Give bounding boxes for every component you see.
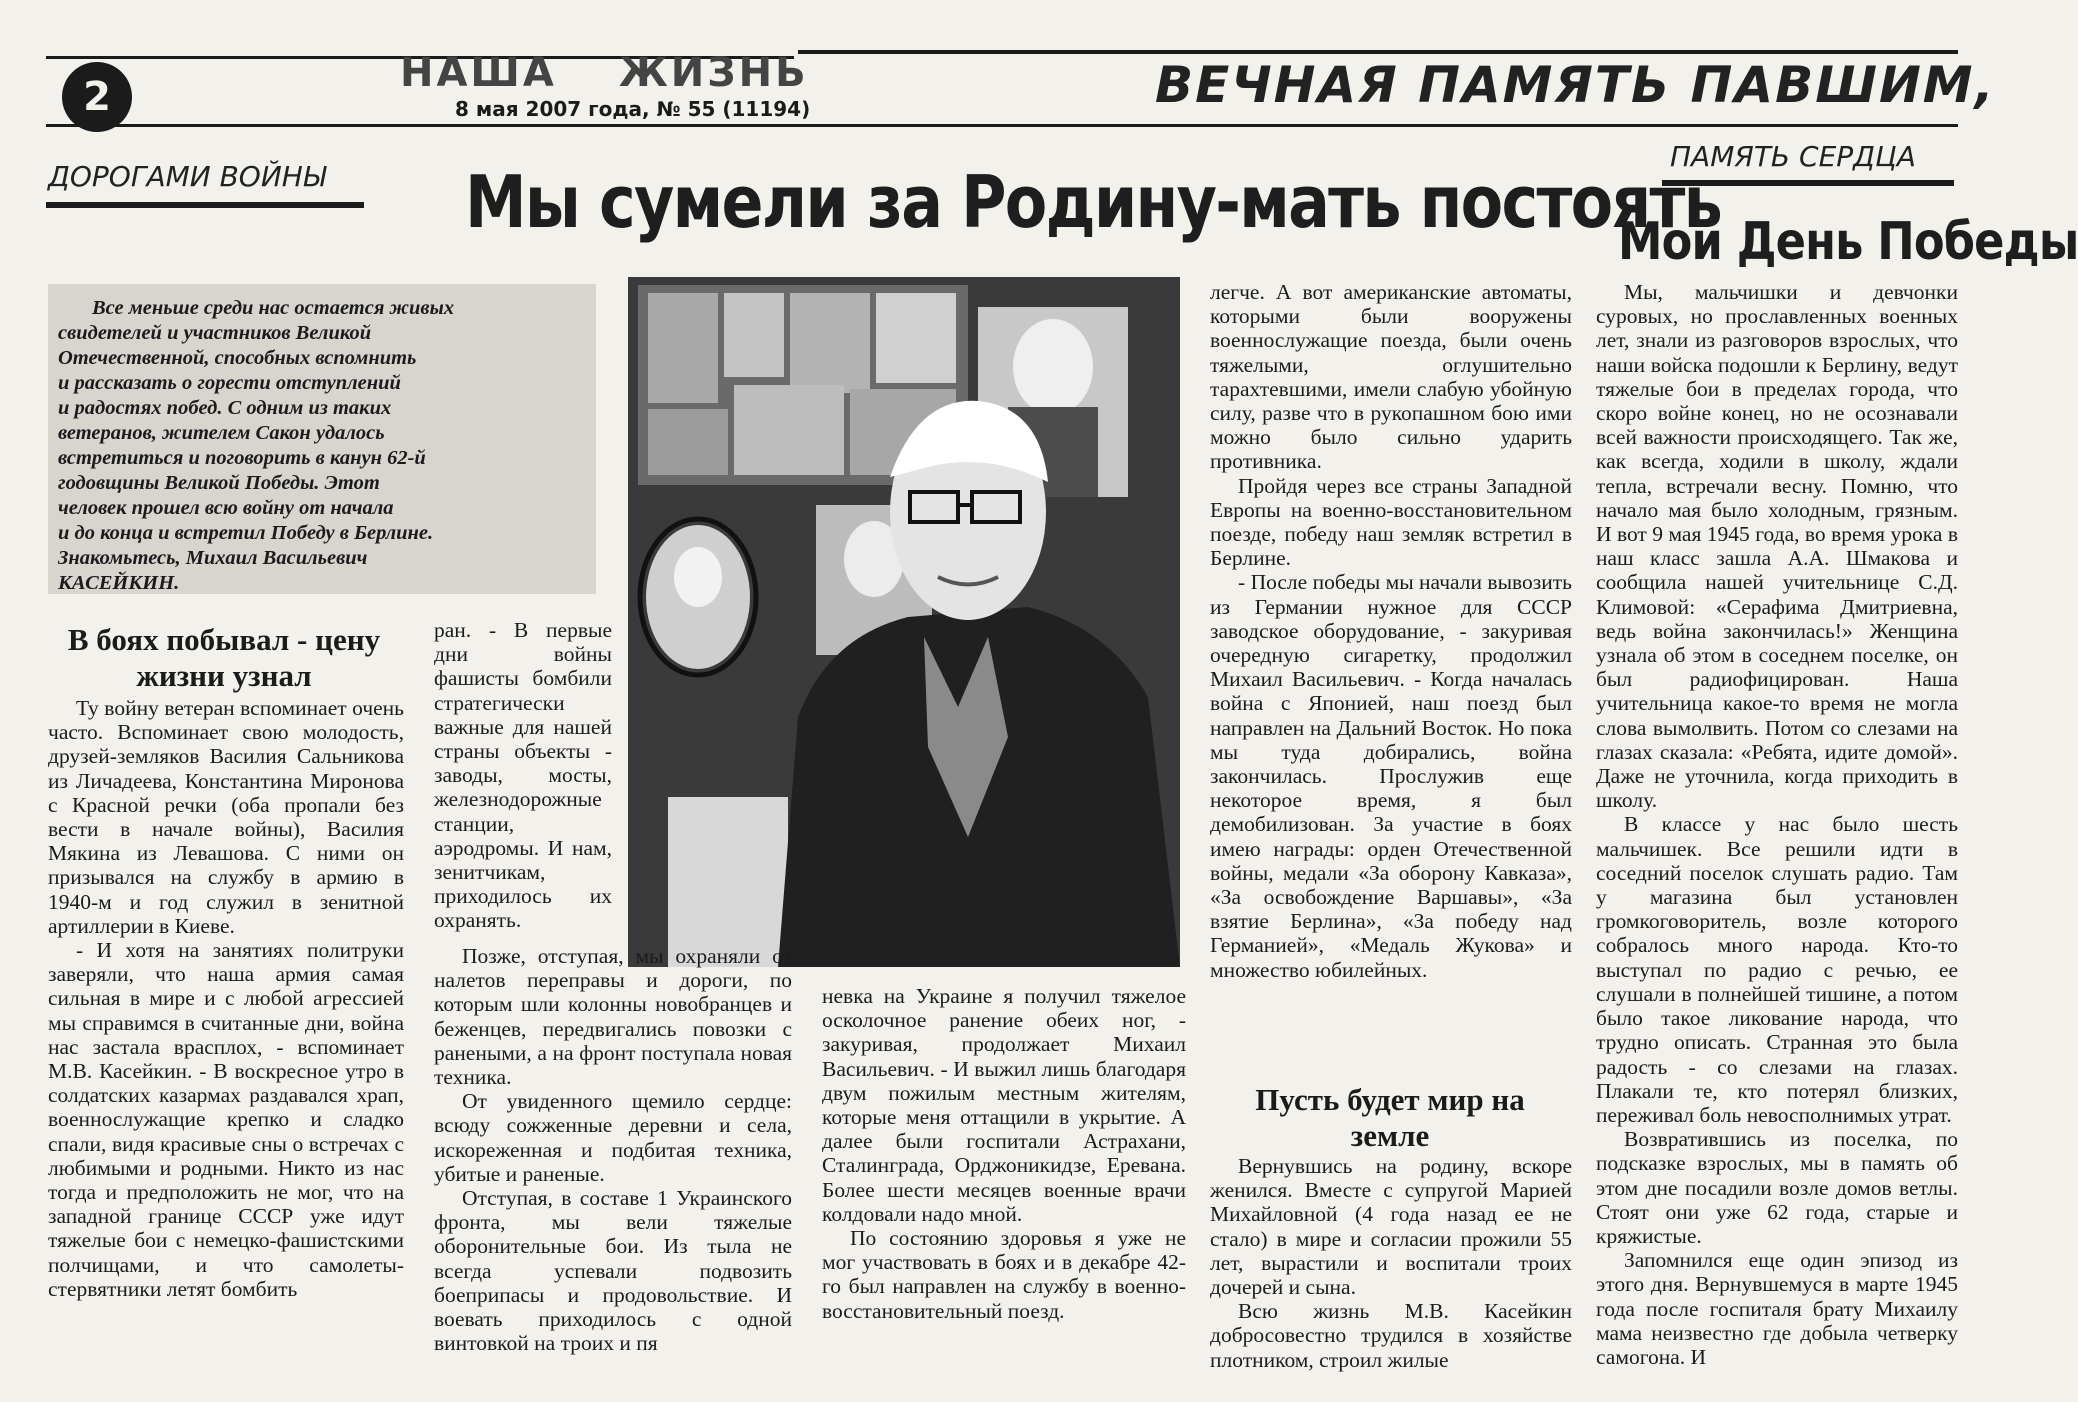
- paragraph: По состоянию здоровья я уже не мог участвовать в боях и в декабре 42-го был направлен на службу в военно-восстановительный поезд.: [822, 1226, 1186, 1323]
- paragraph: ран. - В первые дни войны фашисты бомбили стратегически важные для нашей страны объекты - заводы, мосты, железнодорожные станции, аэродромы. И нам, зенитчикам, приходилось их охранять.: [434, 618, 612, 933]
- column-2: [434, 618, 612, 933]
- paragraph: Запомнился еще один эпизод из этого дня. Вернувшемуся в марте 1945 года после госпиталя брату Михаилу мама неизвестно где добыла четверку самогона. И: [1596, 1248, 1958, 1369]
- veteran-photo-illustration: [628, 277, 1180, 967]
- page-banner: ВЕЧНАЯ ПАМЯТЬ ПАВШИМ,: [1155, 56, 1996, 114]
- paragraph: Ту войну ветеран вспоминает очень часто. Вспоминает свою молодость, друзей-земляков Василия Сальникова из Личадеева, Константина Миронова с Красной речки (оба пропали без вести в начале войны), Василия Мякина из Левашова. С ними он призывался на службу в армию в 1940-м и год служил в зенитной артиллерии в Киеве.: [48, 696, 404, 938]
- newspaper-masthead: [400, 50, 871, 96]
- column-3: [822, 984, 1186, 1323]
- intro-line: встретиться и поговорить в канун 62-й: [58, 447, 426, 469]
- paragraph: - И хотя на занятиях политруки заверяли, что наша армия самая сильная в мире и с любой агрессией мы справимся в считанные дни, война нас застала врасплох, - вспоминает М.В. Касейкин. - В воскресное утро в солдатских казармах раздавался храп, военнослужащие крепко и сладко спали, видя красивые сны о встречах с любимыми и родными. Никто из нас тогда и предположить не мог, что на западной границе СССР уже идут тяжелые бои с немецко-фашистскими полчищами, и что самолеты-стервятники летят бомбить: [48, 938, 404, 1301]
- masthead-word-left: НАША: [400, 50, 557, 96]
- issue-line: 8 мая 2007 года, № 55 (11194): [455, 97, 811, 121]
- main-rubric-underline: [46, 202, 364, 208]
- paragraph: В классе у нас было шесть мальчишек. Все решили идти в соседний поселок слушать радио. Там у магазина был установлен громкоговоритель, возле которого собралось много народа. Кто-то выступал по радио с речью, ее слушали в полнейшей тишине, а потом было такое ликование народа, что трудно описать. Странная это была радость - со слезами на глазах. Плакали те, кто потерял близких, переживал боль невосполнимых утрат.: [1596, 812, 1958, 1127]
- intro-line: и рассказать о горести отступлений: [58, 372, 401, 394]
- side-headline: Мой День Победы: [1618, 212, 2078, 272]
- paragraph: Пройдя через все страны Западной Европы на военно-восстановительном поезде, победу наш земляк встретил в Берлине.: [1210, 473, 1572, 571]
- column-5: [1596, 280, 1958, 1369]
- paragraph: Вернувшись на родину, вскоре женился. Вместе с супругой Марией Михайловной (4 года назад ее не стало) в мире и согласии прожили 55 лет, вырастили и воспитали троих дочерей и сына.: [1210, 1154, 1572, 1300]
- paragraph: Мы, мальчишки и девчонки суровых, но прославленных военных лет, знали из разговоров взрослых, что наши войска подошли к Берлину, ведут тяжелые бои в пределах города, что скоро войне конец, но не осознавали всей важности происходящего. Так же, как всегда, ходили в школу, ждали тепла, встречали весну. Помню, что начало мая было холодным, грязным. И вот 9 мая 1945 года, во время урока в наш класс зашла А.А. Шмакова и сообщила нашей учительнице С.Д. Климовой: «Серафима Дмитриевна, ведь война закончилась!» Женщина узнала об этом в соседнем поселке, он был радиофицирован. Наша учительница какое-то время не могла слова вымолвить. Потом со слезами на глазах сказала: «Ребята, идите домой». Даже не уточнила, когда приходить в школу.: [1596, 280, 1958, 813]
- paragraph: легче. А вот американские автоматы, которыми были вооружены военнослужащие поезда, были очень тяжелыми, оглушительно тарахтевшими, имели слабую убойную силу, разве что в рукопашном бою ими можно было сильно ударить противника.: [1210, 280, 1572, 474]
- side-rubric: ПАМЯТЬ СЕРДЦА: [1670, 140, 1916, 173]
- article-intro: [48, 284, 596, 594]
- main-rubric: ДОРОГАМИ ВОЙНЫ: [48, 160, 326, 193]
- column-1: [48, 696, 404, 1301]
- masthead-word-right: ЖИЗНЬ: [618, 50, 809, 96]
- intro-line: человек прошел всю войну от начала: [58, 497, 394, 519]
- intro-line: годовщины Великой Победы. Этот: [58, 472, 380, 494]
- intro-line: свидетелей и участников Великой: [58, 322, 372, 344]
- paragraph: невка на Украине я получил тяжелое осколочное ранение обеих ног, - закуривая, продолжает Михаил Васильевич. - И выжил лишь благодаря двум пожилым местным жителям, которые меня оттащили в укрытие. А далее были госпитали Астрахани, Сталинграда, Орджоникидзе, Еревана. Более шести месяцев военные врачи колдовали надо мной.: [822, 984, 1186, 1226]
- paragraph: - После победы мы начали вывозить из Германии нужное для СССР заводское оборудование, - закуривая очередную сигаретку, продолжил Михаил Васильевич. - Когда началась война с Японией, наш поезд был направлен на Дальний Восток. Но пока мы туда добирались, война закончилась. Прослужив еще некоторое время, я был демобилизован. За участие в боях имею награды: орден Отечественной войны, медали «За оборону Кавказа», «За освобождение Варшавы», «За взятие Берлина», «За победу над Германией», «Медаль Жукова» и множество юбилейных.: [1210, 570, 1572, 982]
- intro-line: Отечественной, способных вспомнить: [58, 347, 417, 369]
- veteran-photo: [628, 277, 1180, 967]
- intro-line: и до конца и встретил Победу в Берлине.: [58, 522, 434, 544]
- intro-line: и радостях побед. С одним из таких: [58, 397, 392, 419]
- paragraph: Позже, отступая, мы охраняли от налетов переправы и дороги, по которым шли колонны новобранцев и беженцев, передвигались повозки с ранеными, а на фронт поступала новая техника.: [434, 944, 792, 1090]
- subhead-2: Пусть будет мир на земле: [1255, 1082, 1525, 1153]
- header-rule-bottom: [46, 124, 1958, 127]
- paragraph: Отступая, в составе 1 Украинского фронта, мы вели тяжелые оборонительные бои. Из тыла не всегда успевали подвозить боеприпасы и продовольствие. И воевать приходилось с одной винтовкой на троих и пя: [434, 1186, 792, 1356]
- paragraph: Возвратившись из поселка, по подсказке взрослых, мы в память об этом дне посадили возле домов ветлы. Стоят они уже 62 года, старые и кряжистые.: [1596, 1127, 1958, 1248]
- column-4: [1210, 280, 1572, 982]
- paragraph: Всю жизнь М.В. Касейкин добросовестно трудился в хозяйстве плотником, строил жилые: [1210, 1299, 1572, 1372]
- intro-line: ветеранов, жителем Сакон удалось: [58, 422, 385, 444]
- column-2-lower: [434, 944, 792, 1355]
- paragraph: От увиденного щемило сердце: всюду сожженные деревни и села, искореженная и подбитая техника, убитые и раненые.: [434, 1089, 792, 1186]
- subhead-1: В боях побывал - цену жизни узнал: [67, 622, 381, 693]
- header-rule-top-right: [798, 50, 1958, 54]
- intro-line: КАСЕЙКИН.: [58, 572, 180, 594]
- column-4-lower: [1210, 1154, 1572, 1372]
- page-number-badge: 2: [62, 62, 132, 132]
- intro-line: Все меньше среди нас остается живых: [92, 297, 455, 319]
- intro-line: Знакомьтесь, Михаил Васильевич: [58, 547, 368, 569]
- main-headline: Мы сумели за Родину-мать постоять: [465, 160, 1722, 244]
